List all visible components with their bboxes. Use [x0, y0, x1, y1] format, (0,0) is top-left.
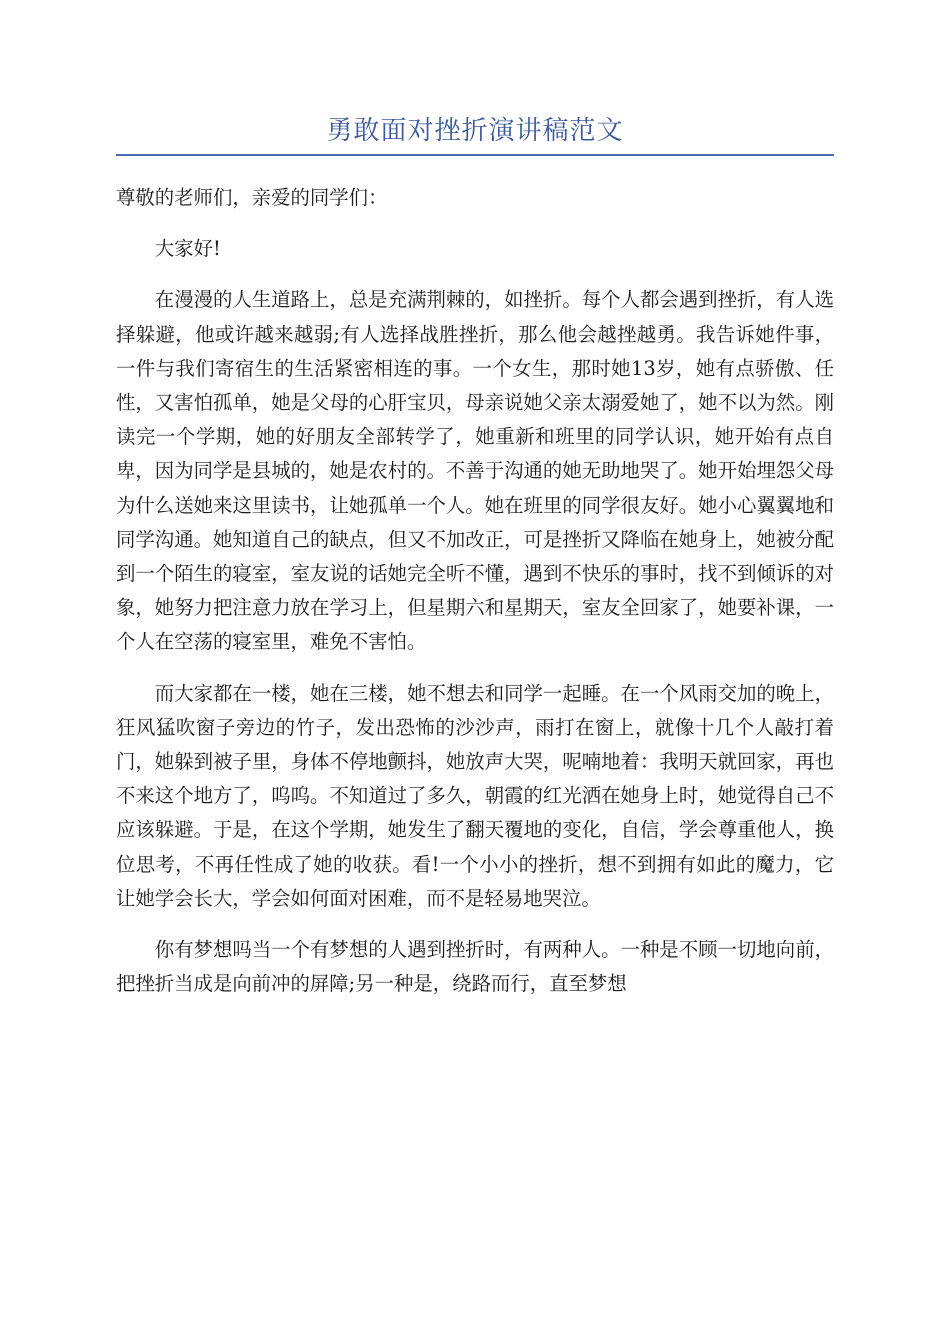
paragraph: 而大家都在一楼，她在三楼，她不想去和同学一起睡。在一个风雨交加的晚上，狂风猛吹窗子旁边的竹子，发出恐怖的沙沙声，雨打在窗上，就像十几个人敲打着门，她躲到被子里，身体不停地颤抖，她放声大哭，呢喃地着：我明天就回家，再也不来这个地方了，呜呜。不知道过了多久，朝霞的红光洒在她身上时，她觉得自己不应该躲避。于是，在这个学期，她发生了翻天覆地的变化，自信，学会尊重他人，换位思考，不再任性成了她的收获。看!一个小小的挫折，想不到拥有如此的魔力，它让她学会长大，学会如何面对困难，而不是轻易地哭泣。 [116, 681, 834, 910]
salutation: 尊敬的老师们，亲爱的同学们： [116, 186, 388, 209]
document-body [116, 181, 834, 1001]
greeting: 大家好! [154, 237, 221, 261]
paragraph: 在漫漫的人生道路上，总是充满荆棘的，如挫折。每个人都会遇到挫折，有人选择躲避，他或许越来越弱;有人选择战胜挫折，那么他会越挫越勇。我告诉她件事，一件与我们寄宿生的生活紧密相连的事。一个女生，那时她13岁，她有点骄傲、任性，又害怕孤单，她是父母的心肝宝贝，母亲说她父亲太溺爱她了，她不以为然。刚读完一个学期，她的好朋友全部转学了，她重新和班里的同学认识，她开始有点自卑，因为同学是县城的，她是农村的。不善于沟通的她无助地哭了。她开始埋怨父母为什么送她来这里读书，让她孤单一个人。她在班里的同学很友好。她小心翼翼地和同学沟通。她知道自己的缺点，但又不加改正，可是挫折又降临在她身上，她被分配到一个陌生的寝室，室友说的话她完全听不懂，遇到不快乐的事时，找不到倾诉的对象，她努力把注意力放在学习上，但星期六和星期天，室友全回家了，她要补课，一个人在空荡的寝室里，难免不害怕。 [116, 288, 834, 654]
document-title: 勇敢面对挫折演讲稿范文 [326, 116, 624, 146]
title-underline [116, 154, 834, 156]
paragraph: 你有梦想吗当一个有梦想的人遇到挫折时，有两种人。一种是不顾一切地向前，把挫折当成是向前冲的屏障;另一种是，绕路而行，直至梦想 [116, 938, 834, 996]
